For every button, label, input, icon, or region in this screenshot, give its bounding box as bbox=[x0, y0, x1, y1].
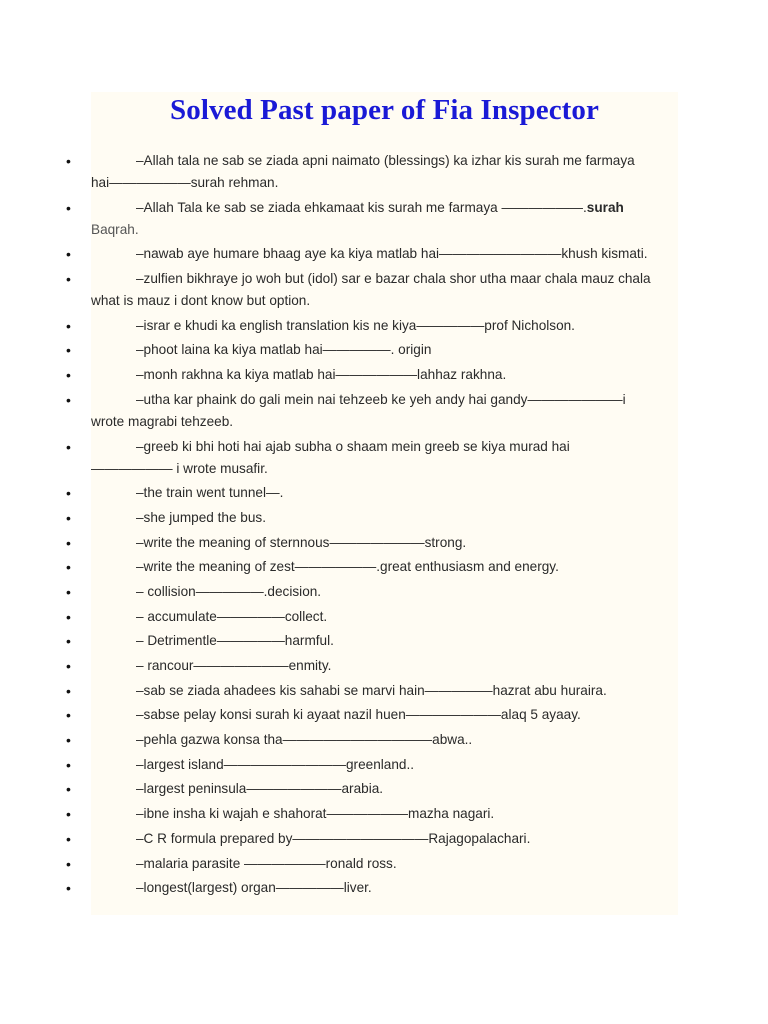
bullet-icon: • bbox=[66, 367, 71, 384]
list-item bbox=[0, 581, 651, 603]
item-text: –zulfien bikhraye jo woh but (idol) sar e bazar chala shor utha maar chala mauz chala what is mauz i dont know but option. bbox=[91, 271, 651, 309]
item-text: –write the meaning of zest——————.great enthusiasm and energy. bbox=[136, 559, 559, 575]
bullet-icon: • bbox=[66, 153, 71, 169]
list-item bbox=[0, 339, 651, 361]
list-item bbox=[0, 364, 651, 386]
list-item bbox=[0, 853, 651, 875]
item-text: –nawab aye humare bhaag aye ka kiya matlab hai—————————khush kismati. bbox=[136, 246, 648, 262]
bullet-icon: • bbox=[66, 608, 71, 625]
list-item bbox=[0, 630, 651, 652]
item-text-suffix: Baqrah. bbox=[91, 221, 139, 237]
bullet-icon: • bbox=[66, 682, 71, 699]
list-item bbox=[0, 243, 651, 265]
bullet-icon: • bbox=[66, 583, 71, 600]
item-text: –largest peninsula———————arabia. bbox=[136, 781, 384, 797]
list-item bbox=[0, 803, 651, 825]
list-item bbox=[0, 655, 651, 677]
bullet-icon: • bbox=[66, 756, 71, 773]
bullet-icon: • bbox=[66, 438, 71, 455]
title-block bbox=[91, 92, 678, 148]
list-item bbox=[0, 778, 651, 800]
bullet-icon: • bbox=[66, 880, 71, 897]
item-text: –ibne insha ki wajah e shahorat——————mazha nagari. bbox=[136, 806, 495, 822]
item-text: –phoot laina ka kiya matlab hai—————. origin bbox=[136, 342, 432, 358]
list-item bbox=[0, 606, 651, 628]
item-text: –sab se ziada ahadees kis sahabi se marvi hain—————hazrat abu huraira. bbox=[136, 682, 607, 698]
item-text: – accumulate—————collect. bbox=[136, 608, 328, 624]
bullet-icon: • bbox=[66, 485, 71, 502]
item-text: –greeb ki bhi hoti hai ajab subha o shaam mein greeb se kiya murad hai —————— i wrote musafir. bbox=[91, 438, 570, 476]
bullet-icon: • bbox=[66, 271, 71, 288]
bullet-icon: • bbox=[66, 199, 71, 216]
list-item bbox=[0, 507, 651, 529]
bullet-icon: • bbox=[66, 781, 71, 798]
bullet-icon: • bbox=[66, 732, 71, 749]
bullet-icon: • bbox=[66, 633, 71, 650]
bullet-icon: • bbox=[66, 559, 71, 576]
list-item bbox=[0, 315, 651, 337]
item-text: –utha kar phaink do gali mein nai tehzeeb ke yeh andy hai gandy———————i wrote magrabi tehzeeb. bbox=[91, 391, 626, 429]
item-text: –Allah tala ne sab se ziada apni naimato (blessings) ka izhar kis surah me farmaya hai——————surah rehman. bbox=[91, 153, 635, 190]
list-item bbox=[0, 877, 651, 899]
item-text-bold: surah bbox=[586, 199, 624, 215]
question-list bbox=[0, 150, 768, 902]
bullet-icon: • bbox=[66, 830, 71, 847]
item-text: – rancour———————enmity. bbox=[136, 658, 332, 673]
list-item bbox=[0, 680, 651, 702]
item-text: – Detrimentle—————harmful. bbox=[136, 633, 334, 649]
item-text: –C R formula prepared by——————————Rajagopalachari. bbox=[136, 830, 531, 846]
bullet-icon: • bbox=[66, 658, 71, 674]
list-item bbox=[0, 729, 651, 751]
item-text: –pehla gazwa konsa tha———————————abwa.. bbox=[136, 732, 473, 748]
item-text: –monh rakhna ka kiya matlab hai——————lahhaz rakhna. bbox=[136, 367, 507, 383]
bullet-icon: • bbox=[66, 707, 71, 724]
list-item bbox=[0, 754, 651, 776]
item-text-prefix: –Allah Tala ke sab se ziada ehkamaat kis surah me farmaya ——————. bbox=[136, 199, 587, 215]
item-text: –largest island—————————greenland.. bbox=[136, 756, 415, 772]
item-text: –sabse pelay konsi surah ki ayaat nazil huen———————alaq 5 ayaay. bbox=[136, 707, 581, 723]
item-text: –longest(largest) organ—————liver. bbox=[136, 880, 372, 896]
bullet-icon: • bbox=[66, 855, 71, 872]
bullet-icon: • bbox=[66, 534, 71, 551]
item-text: –write the meaning of sternnous———————strong. bbox=[136, 534, 467, 550]
bullet-icon: • bbox=[66, 317, 71, 334]
bullet-icon: • bbox=[66, 391, 71, 408]
list-item bbox=[0, 150, 651, 194]
bullet-icon: • bbox=[66, 509, 71, 526]
list-item bbox=[0, 482, 651, 504]
item-text: –israr e khudi ka english translation kis ne kiya—————prof Nicholson. bbox=[136, 317, 575, 333]
list-item bbox=[0, 436, 651, 480]
list-item bbox=[0, 556, 651, 578]
page-title: Solved Past paper of Fia Inspector bbox=[170, 94, 599, 126]
list-item bbox=[0, 532, 651, 554]
list-item bbox=[0, 828, 651, 850]
item-text: –malaria parasite ——————ronald ross. bbox=[136, 855, 397, 871]
item-text: –she jumped the bus. bbox=[136, 509, 266, 525]
list-item bbox=[0, 704, 651, 726]
bullet-icon: • bbox=[66, 806, 71, 823]
list-item bbox=[0, 268, 651, 312]
bullet-icon: • bbox=[66, 246, 71, 263]
item-text: –the train went tunnel—. bbox=[136, 485, 284, 501]
item-text: – collision—————.decision. bbox=[136, 583, 322, 599]
list-item bbox=[0, 389, 651, 433]
list-item bbox=[0, 197, 651, 241]
bullet-icon: • bbox=[66, 342, 71, 359]
